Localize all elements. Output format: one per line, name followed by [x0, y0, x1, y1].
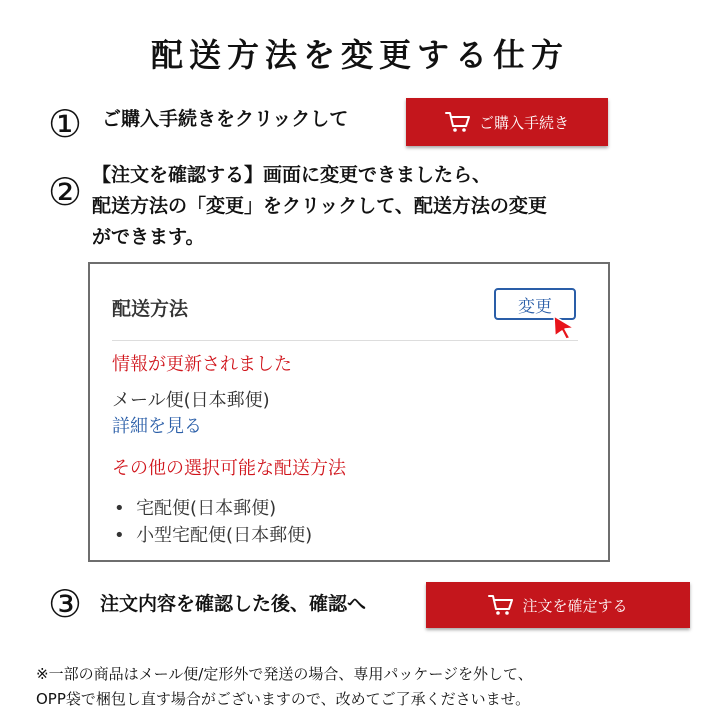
checkout-button-label: ご購入手続き: [478, 113, 569, 132]
other-method-2: 小型宅配便(日本郵便): [136, 525, 313, 546]
checkout-button[interactable]: [406, 98, 608, 146]
confirm-order-button-label: 注文を確定する: [522, 596, 628, 615]
step-2-line-2: 配送方法の「変更」をクリックして、配送方法の変更: [92, 195, 547, 217]
step-2-number: ②: [48, 170, 83, 214]
confirm-order-button[interactable]: [426, 582, 690, 628]
step-1-number: ①: [48, 102, 83, 146]
panel-title: 配送方法: [112, 298, 189, 320]
cart-icon: [445, 111, 471, 133]
current-shipping-method: メール便(日本郵便): [112, 390, 270, 411]
panel-divider: [112, 340, 578, 341]
step-1-text: ご購入手続きをクリックして: [102, 108, 349, 130]
other-methods-heading: その他の選択可能な配送方法: [112, 458, 346, 479]
step-2-line-1: 【注文を確認する】画面に変更できましたら、: [92, 164, 492, 186]
list-item[interactable]: • 宅配便(日本郵便): [114, 498, 277, 519]
updated-message: 情報が更新されました: [112, 354, 292, 375]
shipping-method-panel: [88, 262, 610, 562]
list-item[interactable]: • 小型宅配便(日本郵便): [114, 525, 313, 546]
step-3-number: ③: [48, 582, 83, 626]
other-method-1: 宅配便(日本郵便): [136, 498, 277, 519]
change-button[interactable]: 変更: [494, 288, 576, 320]
note-line-2: OPP袋で梱包し直す場合がございますので、改めてご了承くださいませ。: [36, 690, 531, 708]
note-line-1: ※一部の商品はメール便/定形外で発送の場合、専用パッケージを外して、: [36, 665, 533, 683]
step-3-text: 注文内容を確認した後、確認へ: [100, 593, 367, 615]
details-link[interactable]: 詳細を見る: [112, 416, 202, 437]
page-title: 配送方法を変更する仕方: [150, 36, 569, 74]
cart-icon: [488, 594, 514, 616]
cursor-pointer-icon: [552, 314, 576, 340]
step-2-line-3: ができます。: [92, 226, 205, 248]
